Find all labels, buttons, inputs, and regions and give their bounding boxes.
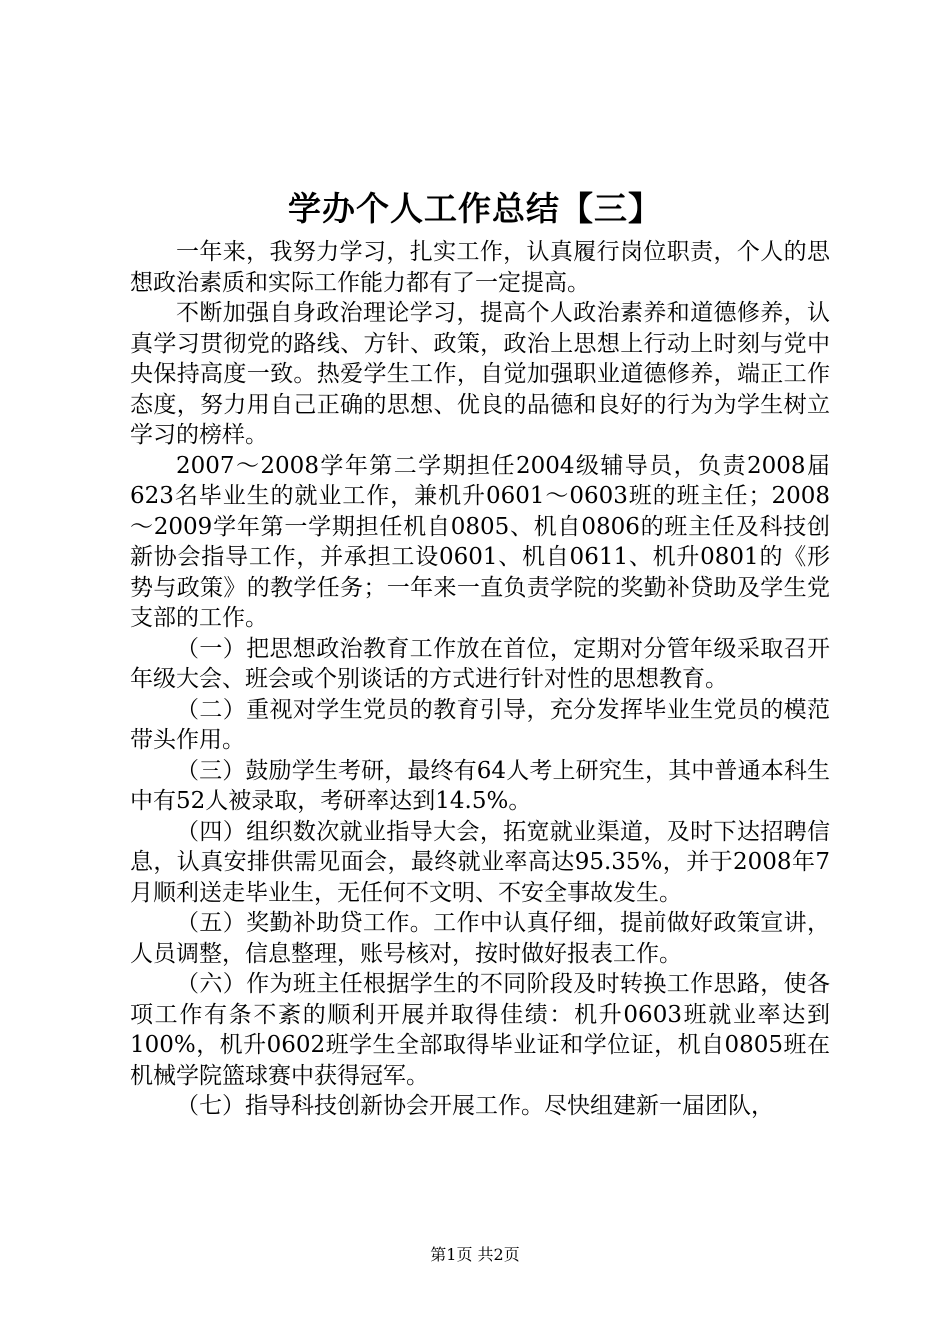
paragraph-5: （二）重视对学生党员的教育引导，充分发挥毕业生党员的模范带头作用。 — [130, 696, 830, 753]
paragraph-3: 2007～2008学年第二学期担任2004级辅导员，负责2008届623名毕业生的就业工作，兼机升0601～0603班的班主任；2008～2009学年第一学期担任机自0805、机自0806的班主任及科技创新协会指导工作，并承担工设0601、机自0611、机升0801的《形势与政策》的教学任务；一年来一直负责学院的奖勤补贷助及学生党支部的工作。 — [130, 452, 830, 631]
paragraph-1: 一年来，我努力学习，扎实工作，认真履行岗位职责，个人的思想政治素质和实际工作能力都有了一定提高。 — [130, 239, 830, 296]
document-body — [130, 237, 830, 1122]
paragraph-2: 不断加强自身政治理论学习，提高个人政治素养和道德修养，认真学习贯彻党的路线、方针、政策，政治上思想上行动上时刻与党中央保持高度一致。热爱学生工作，自觉加强职业道德修养，端正工作态度，努力用自己正确的思想、优良的品德和良好的行为为学生树立学习的榜样。 — [130, 300, 830, 448]
document-title: 学办个人工作总结【三】 — [288, 189, 662, 228]
page-footer — [0, 1243, 950, 1267]
paragraph-7: （四）组织数次就业指导大会，拓宽就业渠道，及时下达招聘信息，认真安排供需见面会，最终就业率高达95.35%，并于2008年7月顺利送走毕业生，无任何不文明、不安全事故发生。 — [130, 818, 830, 906]
paragraph-4: （一）把思想政治教育工作放在首位，定期对分管年级采取召开年级大会、班会或个别谈话的方式进行针对性的思想教育。 — [130, 635, 830, 692]
paragraph-10: （七）指导科技创新协会开展工作。尽快组建新一届团队， — [176, 1093, 774, 1119]
page-number-label: 第1页 共2页 — [430, 1245, 520, 1264]
paragraph-6: （三）鼓励学生考研，最终有64人考上研究生，其中普通本科生中有52人被录取，考研率达到14.5%。 — [130, 757, 830, 814]
paragraph-9: （六）作为班主任根据学生的不同阶段及时转换工作思路，使各项工作有条不紊的顺利开展并取得佳绩：机升0603班就业率达到100%，机升0602班学生全部取得毕业证和学位证，机自0805班在机械学院篮球赛中获得冠军。 — [130, 971, 830, 1089]
paragraph-8: （五）奖勤补助贷工作。工作中认真仔细，提前做好政策宣讲，人员调整，信息整理，账号核对，按时做好报表工作。 — [130, 910, 830, 967]
